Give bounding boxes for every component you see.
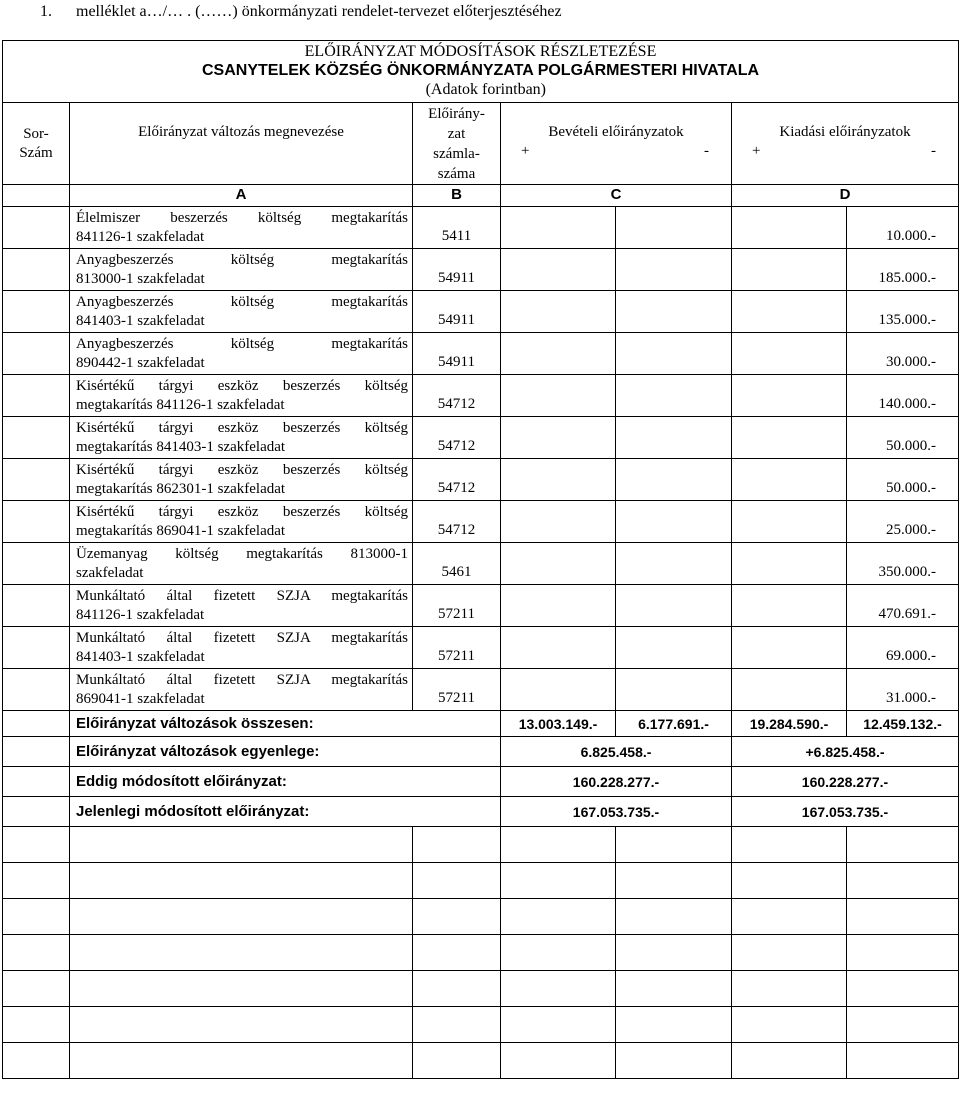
rev-plus-cell	[501, 249, 616, 291]
empty-cell	[413, 935, 501, 971]
item-amount: 135.000.-	[847, 291, 959, 333]
letter-blank	[3, 185, 70, 207]
rev-minus-cell	[616, 375, 732, 417]
rev-minus-cell	[616, 291, 732, 333]
header-row-number: Sor- Szám	[3, 103, 70, 185]
empty-cell	[847, 971, 959, 1007]
empty-cell	[70, 1043, 413, 1079]
empty-cell	[70, 827, 413, 863]
empty-cell	[70, 935, 413, 971]
exp-plus-cell	[732, 627, 847, 669]
balance-revenue: 6.825.458.-	[501, 737, 732, 767]
item-amount: 140.000.-	[847, 375, 959, 417]
rev-minus-cell	[616, 459, 732, 501]
item-description	[70, 249, 413, 291]
exp-plus-cell	[732, 543, 847, 585]
previous-expense: 160.228.277.-	[732, 767, 959, 797]
item-line-1: Kisértékű tárgyi eszköz beszerzés költség	[76, 420, 408, 436]
rev-plus-cell	[501, 501, 616, 543]
rev-plus-cell	[501, 207, 616, 249]
row-number-cell	[3, 417, 70, 459]
balance-row	[3, 737, 959, 767]
empty-cell	[70, 971, 413, 1007]
item-amount: 470.691.-	[847, 585, 959, 627]
item-description	[70, 669, 413, 711]
empty-cell	[732, 899, 847, 935]
empty-cell	[3, 1007, 70, 1043]
empty-cell	[847, 1007, 959, 1043]
item-account: 5411	[413, 207, 501, 249]
budget-modification-table	[2, 40, 959, 1079]
item-line-2: megtakarítás 869041-1 szakfeladat	[76, 523, 286, 539]
empty-cell	[616, 935, 732, 971]
empty-cell	[501, 935, 616, 971]
empty-cell	[732, 827, 847, 863]
empty-cell	[847, 863, 959, 899]
rev-plus-cell	[501, 333, 616, 375]
item-amount: 50.000.-	[847, 459, 959, 501]
current-label: Jelenlegi módosított előirányzat:	[70, 797, 501, 827]
item-account: 54911	[413, 333, 501, 375]
item-line-1: Munkáltató által fizetett SZJA megtakarítás	[76, 630, 408, 646]
empty-cell	[847, 1043, 959, 1079]
exp-plus-cell	[732, 669, 847, 711]
item-line-2: 890442-1 szakfeladat	[76, 355, 205, 371]
row-number-cell	[3, 207, 70, 249]
item-amount: 350.000.-	[847, 543, 959, 585]
item-description	[70, 459, 413, 501]
totals-exp-plus: 19.284.590.-	[732, 711, 847, 737]
rev-minus-cell	[616, 585, 732, 627]
item-line-2: szakfeladat	[76, 565, 144, 581]
rev-plus-cell	[501, 669, 616, 711]
item-amount: 69.000.-	[847, 627, 959, 669]
letter-b: B	[413, 185, 501, 207]
letter-c: C	[501, 185, 732, 207]
item-description	[70, 417, 413, 459]
empty-row	[3, 899, 959, 935]
row-number-cell	[3, 797, 70, 827]
item-description	[70, 291, 413, 333]
item-line-2: 841126-1 szakfeladat	[76, 607, 205, 623]
item-line-2: megtakarítás 841403-1 szakfeladat	[76, 439, 286, 455]
empty-cell	[847, 935, 959, 971]
item-line-1: Anyagbeszerzés költség megtakarítás	[76, 294, 408, 310]
item-account: 5461	[413, 543, 501, 585]
totals-rev-plus: 13.003.149.-	[501, 711, 616, 737]
exp-plus-cell	[732, 207, 847, 249]
empty-cell	[413, 1043, 501, 1079]
table-row	[3, 585, 959, 627]
empty-cell	[616, 899, 732, 935]
item-description	[70, 333, 413, 375]
empty-row	[3, 935, 959, 971]
row-number-cell	[3, 501, 70, 543]
balance-expense: +6.825.458.-	[732, 737, 959, 767]
empty-cell	[616, 863, 732, 899]
item-account: 54712	[413, 375, 501, 417]
row-number-cell	[3, 291, 70, 333]
current-row	[3, 797, 959, 827]
row-number-cell	[3, 737, 70, 767]
item-line-1: Kisértékű tárgyi eszköz beszerzés költség	[76, 378, 408, 394]
previous-label: Eddig módosított előirányzat:	[70, 767, 501, 797]
totals-row	[3, 711, 959, 737]
header-account-number: Előirány- zat számla- száma	[413, 103, 501, 185]
item-line-2: megtakarítás 841126-1 szakfeladat	[76, 397, 285, 413]
item-line-2: 813000-1 szakfeladat	[76, 271, 205, 287]
empty-cell	[501, 863, 616, 899]
item-amount: 50.000.-	[847, 417, 959, 459]
balance-label: Előirányzat változások egyenlege:	[70, 737, 501, 767]
rev-minus-cell	[616, 417, 732, 459]
item-amount: 10.000.-	[847, 207, 959, 249]
item-account: 54712	[413, 501, 501, 543]
row-number-cell	[3, 767, 70, 797]
header-revenue: Bevételi előirányzatok + -	[501, 103, 732, 185]
exp-plus-cell	[732, 375, 847, 417]
table-row	[3, 333, 959, 375]
item-line-2: 841403-1 szakfeladat	[76, 313, 205, 329]
empty-cell	[501, 827, 616, 863]
empty-cell	[413, 899, 501, 935]
table-row	[3, 417, 959, 459]
table-title-box	[3, 41, 959, 103]
table-row	[3, 207, 959, 249]
empty-cell	[616, 1007, 732, 1043]
item-amount: 25.000.-	[847, 501, 959, 543]
empty-cell	[501, 971, 616, 1007]
empty-cell	[413, 971, 501, 1007]
rev-plus-cell	[501, 417, 616, 459]
table-row	[3, 459, 959, 501]
rev-minus-cell	[616, 207, 732, 249]
previous-revenue: 160.228.277.-	[501, 767, 732, 797]
rev-minus-cell	[616, 669, 732, 711]
table-title: ELŐIRÁNYZAT MÓDOSÍTÁSOK RÉSZLETEZÉSE	[304, 43, 657, 60]
empty-cell	[501, 1043, 616, 1079]
exp-plus-cell	[732, 249, 847, 291]
rev-plus-cell	[501, 585, 616, 627]
previous-row	[3, 767, 959, 797]
item-account: 57211	[413, 669, 501, 711]
table-row	[3, 669, 959, 711]
rev-minus-cell	[616, 543, 732, 585]
row-number-cell	[3, 333, 70, 375]
empty-row	[3, 827, 959, 863]
exp-plus-cell	[732, 333, 847, 375]
empty-cell	[70, 899, 413, 935]
unit-note: (Adatok forintban)	[425, 81, 546, 98]
empty-cell	[732, 1043, 847, 1079]
item-account: 54712	[413, 417, 501, 459]
letter-a: A	[70, 185, 413, 207]
empty-cell	[616, 827, 732, 863]
item-description	[70, 585, 413, 627]
office-name: CSANYTELEK KÖZSÉG ÖNKORMÁNYZATA POLGÁRMESTERI HIVATALA	[201, 62, 760, 79]
item-description	[70, 501, 413, 543]
item-line-2: 841403-1 szakfeladat	[76, 649, 205, 665]
item-account: 57211	[413, 627, 501, 669]
row-number-cell	[3, 669, 70, 711]
rev-minus-cell	[616, 249, 732, 291]
totals-label: Előirányzat változások összesen:	[70, 711, 501, 737]
row-number-cell	[3, 459, 70, 501]
empty-cell	[616, 1043, 732, 1079]
empty-row	[3, 1043, 959, 1079]
empty-cell	[3, 1043, 70, 1079]
row-number-cell	[3, 249, 70, 291]
table-row	[3, 375, 959, 417]
table-row	[3, 249, 959, 291]
totals-exp-minus: 12.459.132.-	[847, 711, 959, 737]
item-description	[70, 375, 413, 417]
table-row	[3, 291, 959, 333]
annex-note: 1. melléklet a…/… . (……) önkormányzati rendelet-tervezet előterjesztéséhez	[40, 3, 562, 20]
rev-plus-cell	[501, 627, 616, 669]
rev-minus-cell	[616, 627, 732, 669]
exp-plus-cell	[732, 585, 847, 627]
empty-cell	[501, 1007, 616, 1043]
empty-cell	[732, 971, 847, 1007]
item-line-1: Munkáltató által fizetett SZJA megtakarítás	[76, 588, 408, 604]
item-line-2: megtakarítás 862301-1 szakfeladat	[76, 481, 286, 497]
item-line-1: Élelmiszer beszerzés költség megtakarítás	[76, 210, 408, 226]
empty-cell	[732, 1007, 847, 1043]
row-number-cell	[3, 711, 70, 737]
empty-cell	[70, 1007, 413, 1043]
rev-plus-cell	[501, 543, 616, 585]
empty-cell	[3, 827, 70, 863]
empty-cell	[847, 827, 959, 863]
item-line-1: Anyagbeszerzés költség megtakarítás	[76, 336, 408, 352]
item-line-1: Kisértékű tárgyi eszköz beszerzés költség	[76, 462, 408, 478]
empty-cell	[732, 935, 847, 971]
rev-plus-cell	[501, 375, 616, 417]
exp-plus-cell	[732, 501, 847, 543]
empty-row	[3, 1007, 959, 1043]
item-description	[70, 627, 413, 669]
row-number-cell	[3, 543, 70, 585]
row-number-cell	[3, 627, 70, 669]
empty-cell	[70, 863, 413, 899]
current-expense: 167.053.735.-	[732, 797, 959, 827]
item-amount: 31.000.-	[847, 669, 959, 711]
item-line-2: 841126-1 szakfeladat	[76, 229, 205, 245]
item-amount: 185.000.-	[847, 249, 959, 291]
header-description: Előirányzat változás megnevezése	[70, 103, 413, 185]
empty-cell	[847, 899, 959, 935]
rev-plus-cell	[501, 459, 616, 501]
row-number-cell	[3, 375, 70, 417]
item-description	[70, 207, 413, 249]
empty-cell	[732, 863, 847, 899]
item-account: 54911	[413, 291, 501, 333]
item-line-1: Anyagbeszerzés költség megtakarítás	[76, 252, 408, 268]
empty-cell	[413, 827, 501, 863]
table-row	[3, 501, 959, 543]
exp-plus-cell	[732, 459, 847, 501]
item-line-1: Kisértékű tárgyi eszköz beszerzés költség	[76, 504, 408, 520]
rev-minus-cell	[616, 333, 732, 375]
empty-cell	[413, 1007, 501, 1043]
table-row	[3, 543, 959, 585]
row-number-cell	[3, 585, 70, 627]
empty-cell	[616, 971, 732, 1007]
empty-cell	[3, 935, 70, 971]
rev-plus-cell	[501, 291, 616, 333]
item-amount: 30.000.-	[847, 333, 959, 375]
empty-cell	[501, 899, 616, 935]
empty-cell	[3, 899, 70, 935]
empty-cell	[3, 971, 70, 1007]
item-account: 54911	[413, 249, 501, 291]
table-row	[3, 627, 959, 669]
header-expense: Kiadási előirányzatok + -	[732, 103, 959, 185]
empty-cell	[413, 863, 501, 899]
current-revenue: 167.053.735.-	[501, 797, 732, 827]
exp-plus-cell	[732, 291, 847, 333]
item-account: 57211	[413, 585, 501, 627]
item-account: 54712	[413, 459, 501, 501]
empty-row	[3, 863, 959, 899]
empty-row	[3, 971, 959, 1007]
item-line-2: 869041-1 szakfeladat	[76, 691, 205, 707]
item-line-1: Munkáltató által fizetett SZJA megtakarítás	[76, 672, 408, 688]
item-line-1: Üzemanyag költség megtakarítás 813000-1	[76, 546, 408, 562]
item-description	[70, 543, 413, 585]
totals-rev-minus: 6.177.691.-	[616, 711, 732, 737]
letter-d: D	[732, 185, 959, 207]
exp-plus-cell	[732, 417, 847, 459]
empty-cell	[3, 863, 70, 899]
rev-minus-cell	[616, 501, 732, 543]
